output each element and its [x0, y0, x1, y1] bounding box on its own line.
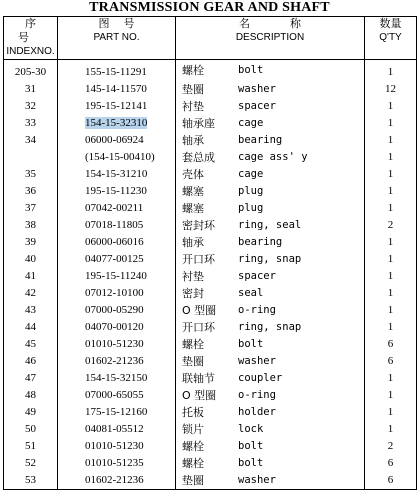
part-number[interactable]: 01602-21236 — [85, 355, 144, 367]
part-number-cell — [58, 200, 176, 217]
part-number-cell — [58, 183, 176, 200]
index-number: 33 — [4, 115, 58, 132]
description-en: cage ass' y — [238, 151, 308, 163]
part-number-cell — [58, 404, 176, 421]
description-en: ring, snap — [238, 253, 302, 265]
part-number[interactable]: 155-15-11291 — [85, 66, 147, 78]
header-desc-cn: 名称 — [239, 17, 341, 30]
quantity: 1 — [365, 98, 417, 115]
part-number-cell — [58, 421, 176, 438]
quantity: 1 — [365, 268, 417, 285]
description-en: bolt — [238, 440, 264, 452]
description-cell — [176, 421, 365, 438]
index-number: 37 — [4, 200, 58, 217]
description-cell — [176, 319, 365, 336]
part-number-cell — [58, 285, 176, 302]
table-row — [4, 302, 417, 319]
part-number-cell — [58, 370, 176, 387]
description-cn: O 型圈 — [182, 304, 217, 317]
table-row — [4, 336, 417, 353]
quantity: 1 — [365, 404, 417, 421]
description-cell — [176, 60, 365, 82]
description-cn: 壳体 — [182, 168, 204, 181]
description-cn: 衬垫 — [182, 270, 204, 283]
table-row — [4, 472, 417, 490]
header-part — [58, 17, 176, 60]
quantity: 1 — [365, 183, 417, 200]
description-en: bolt — [238, 338, 264, 350]
table-row — [4, 438, 417, 455]
header-part-cn: 图号 — [98, 17, 149, 30]
part-number-cell — [58, 234, 176, 251]
table-header — [4, 17, 417, 60]
index-number: 205-30 — [4, 60, 58, 82]
table-row — [4, 455, 417, 472]
description-en: ring, snap — [238, 321, 302, 333]
part-number[interactable]: 07018-11805 — [85, 219, 144, 231]
description-cn: 套总成 — [182, 151, 215, 164]
index-number: 53 — [4, 472, 58, 490]
description-en: o-ring — [238, 389, 276, 401]
description-cn: 垫圈 — [182, 83, 204, 96]
description-cn: 螺栓 — [182, 440, 204, 453]
index-number: 48 — [4, 387, 58, 404]
header-index-cn: 序号 — [18, 17, 50, 44]
header-description — [176, 17, 365, 60]
part-number[interactable]: 04070-00120 — [85, 321, 144, 333]
index-number: 44 — [4, 319, 58, 336]
part-number[interactable]: 145-14-11570 — [85, 83, 147, 95]
index-number: 39 — [4, 234, 58, 251]
table-row — [4, 234, 417, 251]
part-number-cell — [58, 166, 176, 183]
header-part-en: PART NO. — [93, 32, 140, 43]
description-cn: 螺栓 — [182, 338, 204, 351]
part-number[interactable]: 154-15-31210 — [85, 168, 148, 180]
description-cell — [176, 234, 365, 251]
table-row — [4, 98, 417, 115]
description-en: plug — [238, 185, 264, 197]
description-cell — [176, 302, 365, 319]
description-cn: 衬垫 — [182, 100, 204, 113]
part-number[interactable]: 07042-00211 — [85, 202, 144, 214]
quantity: 1 — [365, 370, 417, 387]
description-cell — [176, 268, 365, 285]
description-cell — [176, 98, 365, 115]
description-cell — [176, 251, 365, 268]
description-cell — [176, 81, 365, 98]
part-number-highlighted[interactable]: 154-15-32310 — [85, 117, 148, 129]
part-number-cell — [58, 472, 176, 490]
part-number[interactable]: 07012-10100 — [85, 287, 144, 299]
quantity: 6 — [365, 455, 417, 472]
quantity: 12 — [365, 81, 417, 98]
part-number-cell — [58, 353, 176, 370]
description-cn: 密封 — [182, 287, 204, 300]
part-number-cell — [58, 336, 176, 353]
index-number: 38 — [4, 217, 58, 234]
part-number[interactable]: 01010-51230 — [85, 338, 144, 350]
quantity: 1 — [365, 302, 417, 319]
index-number: 40 — [4, 251, 58, 268]
description-en: o-ring — [238, 304, 276, 316]
quantity: 1 — [365, 251, 417, 268]
description-en: spacer — [238, 270, 276, 282]
index-number: 49 — [4, 404, 58, 421]
part-number-cell — [58, 81, 176, 98]
part-number[interactable]: 07000-05290 — [85, 304, 144, 316]
description-cn: 轴承 — [182, 236, 204, 249]
description-en: lock — [238, 423, 264, 435]
index-number: 47 — [4, 370, 58, 387]
index-number: 46 — [4, 353, 58, 370]
description-cn: 螺塞 — [182, 202, 204, 215]
description-cell — [176, 149, 365, 166]
header-desc-en: DESCRIPTION — [235, 32, 305, 43]
part-number-cell — [58, 251, 176, 268]
part-number[interactable]: 175-15-12160 — [85, 406, 148, 418]
description-cell — [176, 438, 365, 455]
description-en: washer — [238, 83, 276, 95]
description-cn: 螺栓 — [182, 457, 204, 470]
part-number[interactable]: 06000-06924 — [85, 134, 144, 146]
part-number[interactable]: 01010-51230 — [85, 440, 144, 452]
description-en: washer — [238, 355, 276, 367]
part-number[interactable]: 04081-05512 — [85, 423, 144, 435]
index-number: 43 — [4, 302, 58, 319]
part-number-cell — [58, 60, 176, 82]
description-en: bolt — [238, 457, 264, 469]
description-en: ring, seal — [238, 219, 302, 231]
description-cell — [176, 166, 365, 183]
description-cell — [176, 370, 365, 387]
part-number[interactable]: 04077-00125 — [85, 253, 144, 265]
table-row — [4, 60, 417, 82]
quantity: 2 — [365, 438, 417, 455]
table-row — [4, 353, 417, 370]
quantity: 6 — [365, 353, 417, 370]
parts-table — [3, 16, 417, 490]
description-cn: 开口环 — [182, 253, 215, 266]
description-cn: 锁片 — [182, 423, 204, 436]
description-en: cage — [238, 117, 264, 129]
part-number[interactable]: 01602-21236 — [85, 474, 144, 486]
part-number-cell — [58, 438, 176, 455]
table-row — [4, 200, 417, 217]
description-cn: 密封环 — [182, 219, 215, 232]
description-cell — [176, 472, 365, 490]
description-en: holder — [238, 406, 276, 418]
quantity: 6 — [365, 472, 417, 490]
table-row — [4, 370, 417, 387]
table-row — [4, 183, 417, 200]
table-row — [4, 81, 417, 98]
index-number: 41 — [4, 268, 58, 285]
part-number-cell — [58, 302, 176, 319]
quantity: 1 — [365, 60, 417, 82]
index-number — [4, 149, 58, 166]
table-body — [4, 60, 417, 490]
table-row — [4, 421, 417, 438]
index-number: 52 — [4, 455, 58, 472]
header-index — [4, 17, 58, 60]
table-row — [4, 319, 417, 336]
header-qty-cn: 数量 — [379, 17, 402, 30]
part-number[interactable]: 07000-65055 — [85, 389, 144, 401]
quantity: 6 — [365, 336, 417, 353]
description-en: bearing — [238, 134, 283, 146]
table-row — [4, 387, 417, 404]
description-en: bearing — [238, 236, 283, 248]
quantity: 1 — [365, 387, 417, 404]
description-en: washer — [238, 474, 276, 486]
header-qty — [365, 17, 417, 60]
description-cn: 螺塞 — [182, 185, 204, 198]
part-number[interactable]: (154-15-00410) — [85, 151, 155, 163]
index-number: 45 — [4, 336, 58, 353]
description-cn: 托板 — [182, 406, 204, 419]
part-number[interactable]: 01010-51235 — [85, 457, 144, 469]
description-cn: 联轴节 — [182, 372, 215, 385]
part-number-cell — [58, 115, 176, 132]
index-number: 34 — [4, 132, 58, 149]
index-number: 50 — [4, 421, 58, 438]
part-number-cell — [58, 455, 176, 472]
description-cell — [176, 183, 365, 200]
quantity: 1 — [365, 319, 417, 336]
quantity: 1 — [365, 132, 417, 149]
page-title: TRANSMISSION GEAR AND SHAFT — [89, 0, 330, 15]
part-number[interactable]: 195-15-11230 — [85, 185, 147, 197]
description-cell — [176, 387, 365, 404]
quantity: 1 — [365, 149, 417, 166]
table-row — [4, 404, 417, 421]
quantity: 1 — [365, 166, 417, 183]
description-en: seal — [238, 287, 264, 299]
part-number[interactable]: 06000-06016 — [85, 236, 144, 248]
part-number[interactable]: 154-15-32150 — [85, 372, 148, 384]
description-en: cage — [238, 168, 264, 180]
table-row — [4, 149, 417, 166]
description-cn: 螺栓 — [182, 64, 204, 77]
part-number-cell — [58, 149, 176, 166]
index-number: 42 — [4, 285, 58, 302]
quantity: 1 — [365, 421, 417, 438]
table-row — [4, 285, 417, 302]
index-number: 31 — [4, 81, 58, 98]
table-row — [4, 251, 417, 268]
part-number[interactable]: 195-15-11240 — [85, 270, 147, 282]
description-cn: 垫圈 — [182, 355, 204, 368]
description-cell — [176, 115, 365, 132]
description-cn: 开口环 — [182, 321, 215, 334]
description-cell — [176, 200, 365, 217]
part-number-cell — [58, 268, 176, 285]
quantity: 1 — [365, 115, 417, 132]
index-number: 36 — [4, 183, 58, 200]
description-cn: 轴承座 — [182, 117, 215, 130]
description-en: bolt — [238, 64, 264, 76]
header-qty-en: Q'TY — [379, 32, 402, 43]
description-cell — [176, 285, 365, 302]
description-cell — [176, 353, 365, 370]
description-cn: 轴承 — [182, 134, 204, 147]
quantity: 2 — [365, 217, 417, 234]
description-cell — [176, 455, 365, 472]
table-row — [4, 115, 417, 132]
quantity: 1 — [365, 285, 417, 302]
part-number-cell — [58, 217, 176, 234]
index-number: 35 — [4, 166, 58, 183]
part-number-cell — [58, 319, 176, 336]
quantity: 1 — [365, 200, 417, 217]
table-row — [4, 268, 417, 285]
description-cell — [176, 336, 365, 353]
part-number-cell — [58, 98, 176, 115]
description-cell — [176, 132, 365, 149]
description-cn: O 型圈 — [182, 389, 217, 402]
table-row — [4, 217, 417, 234]
description-en: coupler — [238, 372, 283, 384]
index-number: 32 — [4, 98, 58, 115]
description-cn: 垫圈 — [182, 474, 204, 487]
part-number-cell — [58, 132, 176, 149]
quantity: 1 — [365, 234, 417, 251]
table-row — [4, 166, 417, 183]
part-number[interactable]: 195-15-12141 — [85, 100, 148, 112]
index-number: 51 — [4, 438, 58, 455]
description-en: spacer — [238, 100, 276, 112]
header-index-en: INDEXNO. — [6, 46, 55, 57]
description-en: plug — [238, 202, 264, 214]
description-cell — [176, 404, 365, 421]
description-cell — [176, 217, 365, 234]
table-row — [4, 132, 417, 149]
part-number-cell — [58, 387, 176, 404]
